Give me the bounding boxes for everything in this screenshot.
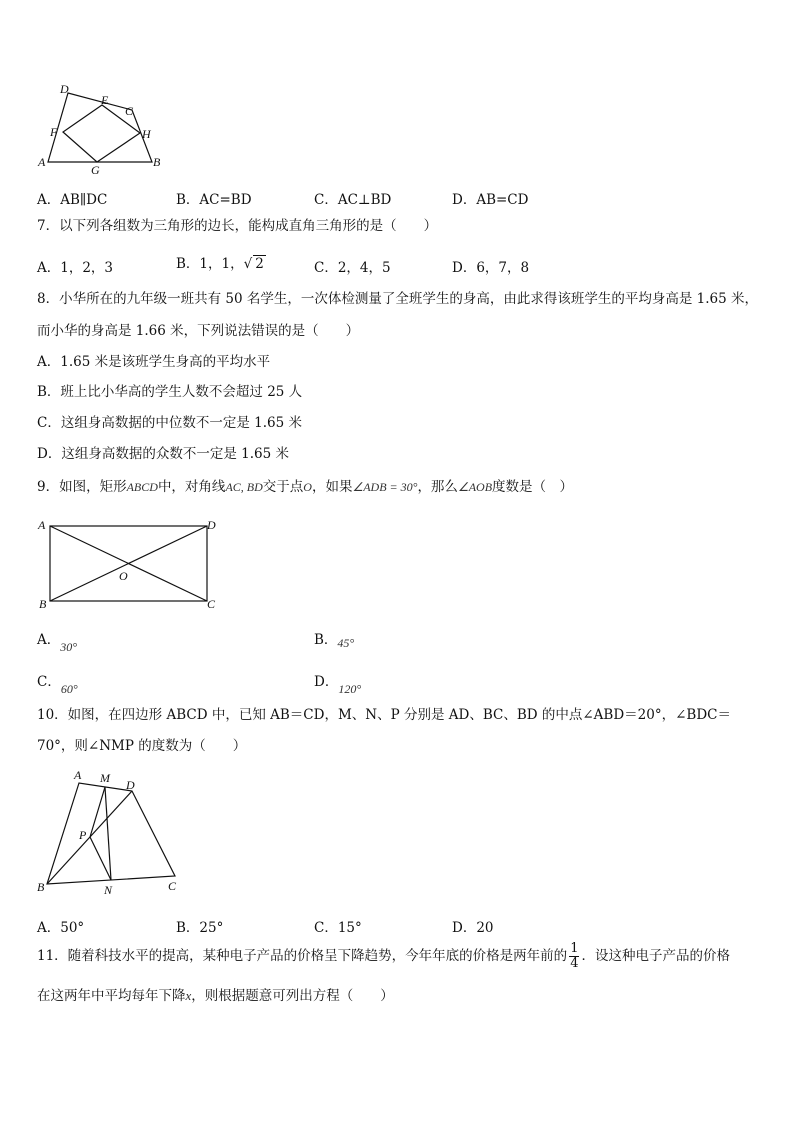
q10-label-n: N: [104, 883, 113, 897]
q11-stem-line1-post: ．设这种电子产品的价格: [581, 948, 730, 965]
q7-option-b-radicand: 2: [255, 256, 264, 272]
q6-label-d: D: [60, 82, 69, 96]
q9-stem-part3: 交于点: [262, 479, 304, 495]
q10-stem-line2: 70°，则∠NMP 的度数为（ ）: [37, 738, 247, 754]
q9-figure: [35, 514, 225, 614]
q9-label-a: A: [38, 518, 46, 532]
q9-math-rect: ABCD: [126, 480, 158, 494]
q10-label-d: D: [126, 778, 135, 792]
q11-stem-line1-pre: 11．随着科技水平的提高，某种电子产品的价格呈下降趋势，今年年底的价格是两年前的: [37, 948, 568, 965]
q9-option-c-letter: C．: [37, 674, 61, 690]
q10-segment-mn: [105, 787, 111, 880]
q9-math-angle-aob: ∠AOB: [457, 480, 493, 494]
q11-fraction-numerator: 1: [570, 941, 579, 956]
q9-label-d: D: [207, 518, 216, 532]
q9-stem-part2: 中，对角线: [157, 479, 226, 495]
q10-option-a[interactable]: A．50°: [37, 920, 85, 936]
sqrt-symbol: √ 2: [243, 256, 264, 272]
q9-option-a-letter: A．: [37, 632, 61, 648]
q9-option-d[interactable]: [314, 670, 362, 696]
q10-diagonal-bd: [47, 791, 132, 884]
q10-label-a: A: [74, 768, 82, 782]
q9-stem-part5: ，那么: [417, 479, 458, 495]
q9-option-a[interactable]: [37, 628, 78, 654]
q9-option-b-letter: B．: [314, 632, 338, 648]
q10-label-m: M: [100, 771, 110, 785]
q9-option-d-letter: D．: [314, 674, 339, 690]
q11-stem-line2: [37, 989, 394, 1004]
q9-stem-part6: 度数是（ ）: [492, 479, 574, 495]
q10-label-c: C: [168, 879, 177, 893]
q9-math-diagonals: AC, BD: [225, 480, 263, 494]
q10-quadrilateral-abcd: [47, 783, 175, 884]
q7-option-b[interactable]: [176, 252, 266, 272]
q6-label-g: G: [91, 163, 100, 177]
q9-label-b: B: [39, 597, 47, 611]
q8-stem-line2: 而小华的身高是 1.66 米，下列说法错误的是（ ）: [37, 323, 360, 339]
q6-figure: [30, 80, 180, 180]
q7-option-b-prefix: B．1，1，: [176, 256, 244, 272]
q11-stem-line1: [37, 942, 730, 972]
q7-stem: 7．以下列各组数为三角形的边长，能构成直角三角形的是（ ）: [37, 218, 438, 234]
q10-segment-pn: [90, 837, 111, 880]
q9-label-c: C: [207, 597, 216, 611]
q9-option-b-value: 45°: [337, 636, 355, 650]
q9-option-c-value: 60°: [60, 682, 78, 696]
q9-math-point: O: [303, 480, 312, 494]
q10-label-p: P: [79, 828, 87, 842]
q8-stem-line1: 8．小华所在的九年级一班共有 50 名学生，一次体检测量了全班学生的身高，由此求得该班学生的平均身高是 1.65 米，: [37, 291, 758, 307]
q6-label-b: B: [153, 155, 161, 169]
q9-option-a-value: 30°: [60, 640, 78, 654]
q10-label-b: B: [37, 880, 45, 894]
q10-option-d[interactable]: D．20: [452, 920, 494, 936]
q7-option-a[interactable]: A．1，2，3: [37, 260, 114, 276]
q9-stem-part4: ，如果: [311, 479, 353, 495]
q6-label-c: C: [125, 104, 134, 118]
q11-fraction-denominator: 4: [570, 956, 579, 972]
q9-label-o: O: [119, 569, 128, 583]
q8-option-a[interactable]: A．1.65 米是该班学生身高的平均水平: [37, 354, 271, 370]
q9-option-b[interactable]: [314, 628, 354, 648]
q9-option-d-value: 120°: [338, 682, 362, 696]
q6-option-b[interactable]: B．AC=BD: [176, 192, 252, 208]
q8-option-c[interactable]: C．这组身高数据的中位数不一定是 1.65 米: [37, 415, 302, 431]
q9-math-angle-adb: ∠ADB = 30°: [352, 480, 418, 494]
q8-option-b[interactable]: B．班上比小华高的学生人数不会超过 25 人: [37, 384, 303, 400]
q11-stem-line2-post: ，则根据题意可列出方程（ ）: [191, 988, 394, 1004]
q6-option-a[interactable]: A．AB∥DC: [37, 192, 108, 208]
q6-label-h: H: [142, 127, 151, 141]
q6-label-e: E: [101, 93, 109, 107]
q6-label-f: F: [50, 125, 58, 139]
q7-option-d[interactable]: D．6，7，8: [452, 260, 530, 276]
q8-option-d[interactable]: D．这组身高数据的众数不一定是 1.65 米: [37, 446, 289, 462]
q6-option-c[interactable]: C．AC⊥BD: [314, 192, 392, 208]
q10-option-b[interactable]: B．25°: [176, 920, 224, 936]
q11-fraction: [569, 942, 579, 972]
q9-stem: [37, 481, 573, 495]
q6-option-d[interactable]: D．AB=CD: [452, 192, 529, 208]
q7-option-c[interactable]: C．2，4，5: [314, 260, 391, 276]
q10-figure: [30, 766, 190, 898]
q11-variable: x: [185, 988, 192, 1003]
q9-option-c[interactable]: [37, 670, 78, 696]
q9-stem-part1: 9．如图，矩形: [37, 479, 127, 495]
q11-stem-line2-pre: 在这两年中平均每年下降: [37, 988, 186, 1004]
q10-stem-line1: 10．如图，在四边形 ABCD 中，已知 AB＝CD，M、N、P 分别是 AD、BC、BD 的中点∠ABD＝20°，∠BDC＝: [37, 707, 731, 723]
q6-quadrilateral-abcd: [48, 93, 152, 162]
q10-option-c[interactable]: C．15°: [314, 920, 362, 936]
q6-label-a: A: [38, 155, 46, 169]
